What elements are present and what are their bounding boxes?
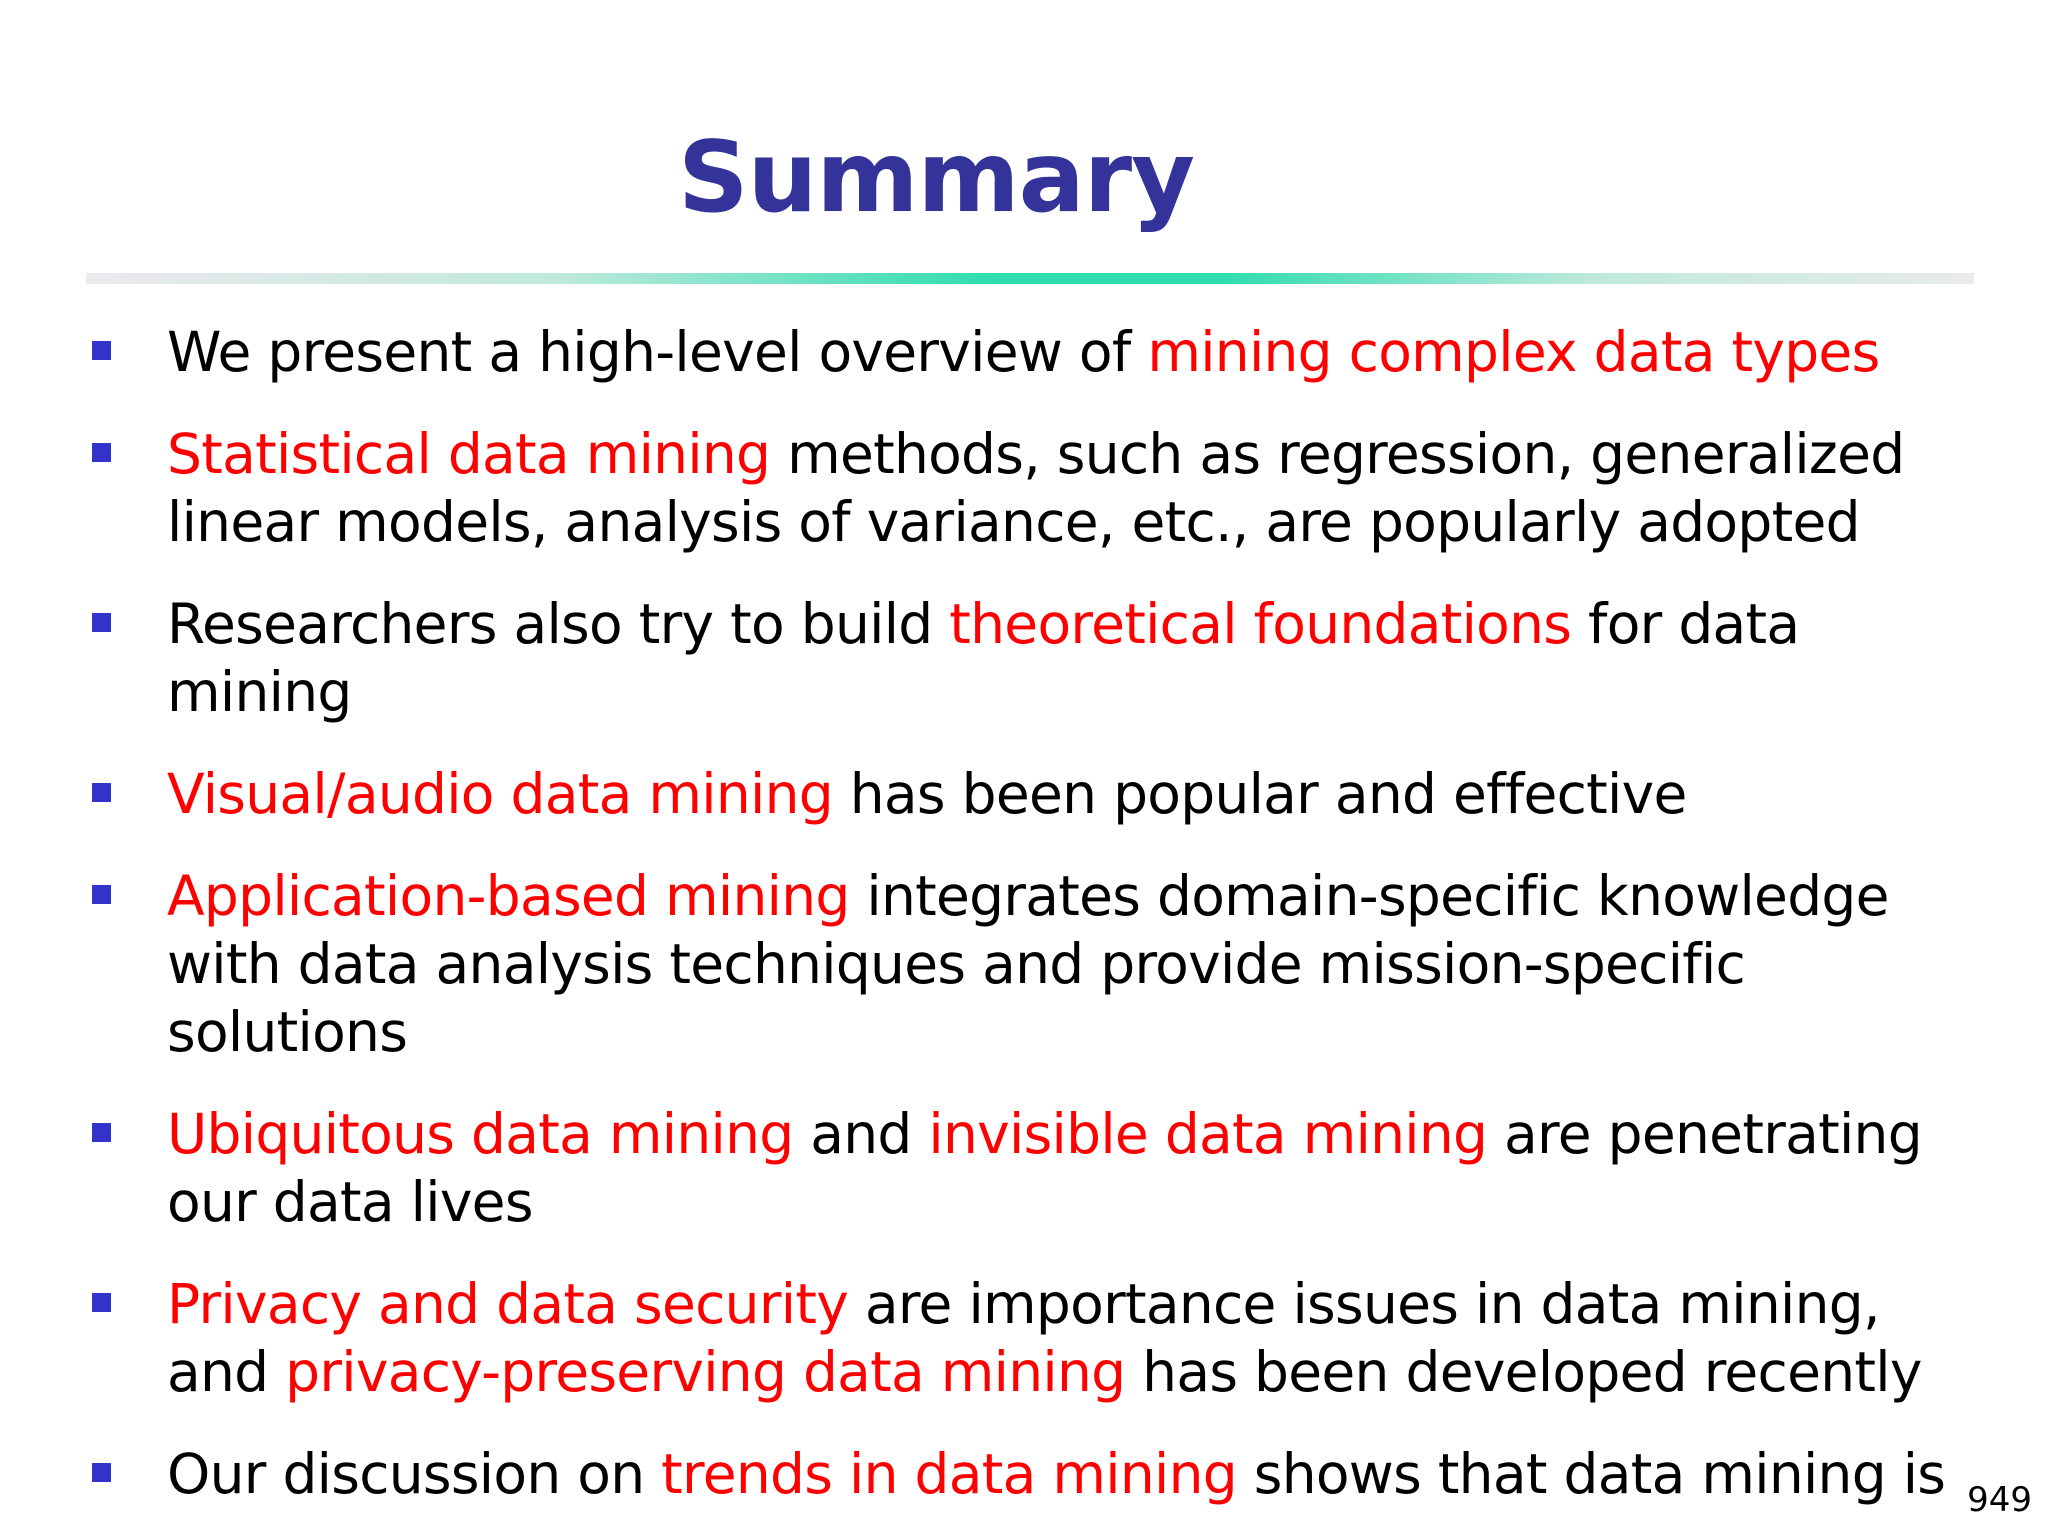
bullet-text: We present a high-level overview of [167, 320, 1148, 384]
highlighted-term: invisible data mining [928, 1102, 1488, 1166]
bullet-item [0, 760, 1967, 828]
highlighted-term: theoretical foundations [949, 592, 1572, 656]
bullet-text: Our discussion on [167, 1442, 662, 1506]
bullet-text: methods, such as regression, generalized linear models, analysis of variance, etc., are popularly adopted [167, 422, 1905, 554]
title-divider [86, 273, 1974, 284]
square-bullet-icon [92, 613, 111, 632]
bullet-text: has been popular and effective [832, 762, 1687, 826]
highlighted-term: Application-based mining [167, 864, 850, 928]
highlighted-term: Ubiquitous data mining [167, 1102, 794, 1166]
bullet-item [0, 318, 1967, 386]
bullet-text: and [793, 1102, 929, 1166]
square-bullet-icon [92, 341, 111, 360]
square-bullet-icon [92, 1293, 111, 1312]
bullet-item [0, 1440, 1967, 1508]
square-bullet-icon [92, 1463, 111, 1482]
bullet-text: integrates domain-specific knowledge with data analysis techniques and provide mission-specific solutions [167, 864, 1889, 1064]
highlighted-term: mining complex data types [1147, 320, 1880, 384]
bullet-item [0, 420, 1967, 556]
bullet-item [0, 1100, 1967, 1236]
highlighted-term: Visual/audio data mining [167, 762, 833, 826]
bullet-text: Researchers also try to build [167, 592, 950, 656]
highlighted-term: Privacy and data security [167, 1272, 849, 1336]
bullet-text: are penetrating our data lives [167, 1102, 1922, 1234]
highlighted-term: privacy-preserving data mining [285, 1340, 1126, 1404]
square-bullet-icon [92, 783, 111, 802]
bullet-text: shows that data mining is [1236, 1442, 1946, 1506]
bullet-list [0, 318, 2000, 1536]
slide-title: Summary [678, 121, 1194, 235]
bullet-text: for data mining [167, 592, 1800, 724]
bullet-item [0, 590, 1967, 726]
square-bullet-icon [92, 1123, 111, 1142]
bullet-item [0, 862, 1967, 1066]
highlighted-term: trends in data mining [661, 1442, 1237, 1506]
bullet-text: has been developed recently [1125, 1340, 1922, 1404]
bullet-item [0, 1270, 1967, 1406]
page-number: 949 [1967, 1480, 2032, 1520]
square-bullet-icon [92, 885, 111, 904]
highlighted-term: Statistical data mining [167, 422, 771, 486]
bullet-text: are importance issues in data mining, and [167, 1272, 1880, 1404]
square-bullet-icon [92, 443, 111, 462]
